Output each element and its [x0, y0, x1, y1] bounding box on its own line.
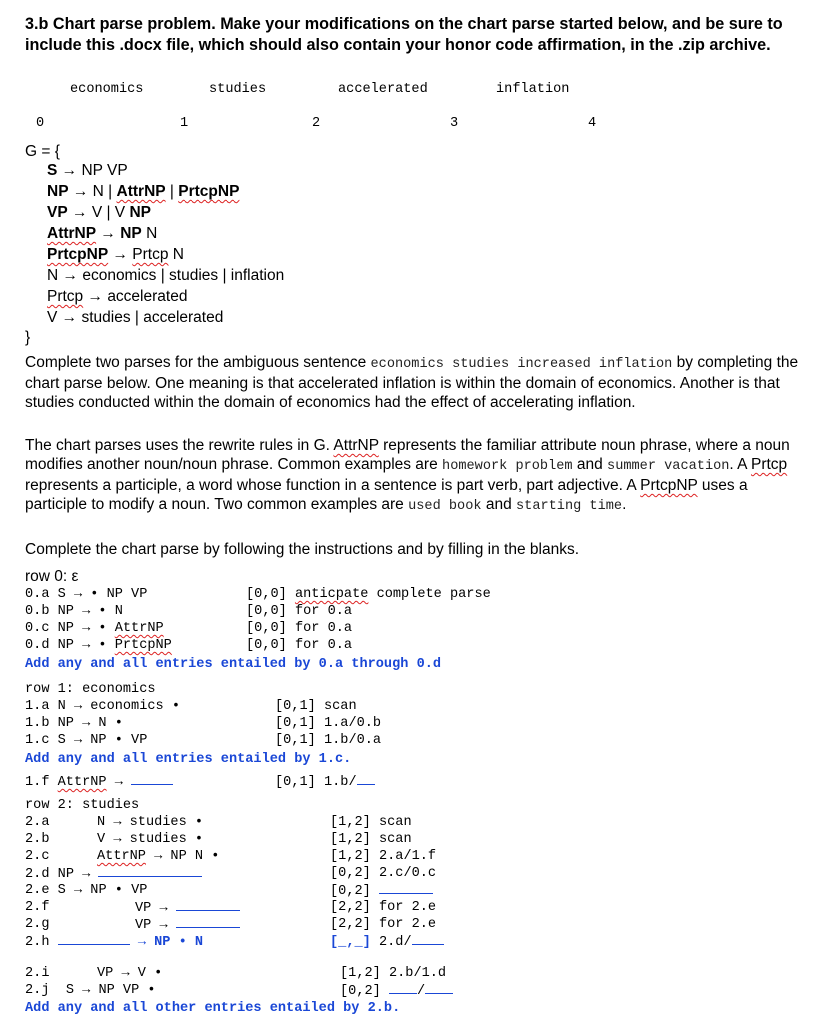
blank-2h-lhs[interactable]	[58, 934, 130, 945]
entry-0b-span: [0,0] for 0.a	[246, 604, 353, 619]
entry-0d: 0.d NP → • PrtcpNP	[25, 638, 172, 653]
row2-instruction: Add any and all other entries entailed by 2.b.	[25, 1001, 401, 1016]
entry-2b: V → studies •	[97, 832, 204, 847]
entry-2a: N → studies •	[97, 815, 204, 830]
entry-2f-id: 2.f	[25, 900, 50, 915]
entry-2g-span: [2,2] for 2.e	[330, 917, 437, 932]
entry-2c: AttrNP → NP N •	[97, 849, 220, 864]
position-1: 1	[180, 116, 189, 131]
entry-2j-span: [0,2] /	[340, 983, 453, 999]
grammar-rule-s: S → NP VP	[47, 162, 128, 179]
word-2: studies	[209, 82, 267, 97]
entry-2d-span: [0,2] 2.c/0.c	[330, 866, 437, 881]
row0-instruction: Add any and all entries entailed by 0.a through 0.d	[25, 657, 442, 672]
entry-2f: VP →	[135, 900, 240, 916]
blank-2j-note-a[interactable]	[389, 983, 417, 994]
entry-2h-span: [_,_] 2.d/	[330, 934, 444, 950]
entry-0c: 0.c NP → • AttrNP	[25, 621, 164, 636]
grammar-rule-vp: VP → V | V NP	[47, 204, 151, 221]
grammar-close: }	[25, 329, 31, 346]
paragraph-ambiguous: Complete two parses for the ambiguous sentence economics studies increased inflation by completing the chart parse below. One meaning is that accelerated inflation is within the domain of economics. Another is that studies conducted within the domain of economics had the effect of accelerating inflation.	[25, 354, 799, 411]
entry-0c-span: [0,0] for 0.a	[246, 621, 353, 636]
grammar-rule-np: NP → N | AttrNP | PrtcpNP	[47, 183, 240, 200]
entry-1c: 1.c S → NP • VP	[25, 733, 148, 748]
entry-2b-span: [1,2] scan	[330, 832, 412, 847]
grammar-rule-v: V → studies | accelerated	[47, 309, 224, 326]
entry-1f-span: [0,1] 1.b/	[275, 774, 375, 790]
entry-2e-span: [0,2]	[330, 883, 433, 899]
entry-2a-id: 2.a	[25, 815, 50, 830]
position-3: 3	[450, 116, 459, 131]
grammar-rule-attrnp: AttrNP → NP N	[47, 225, 158, 242]
entry-2c-span: [1,2] 2.a/1.f	[330, 849, 437, 864]
entry-2e: 2.e S → NP • VP	[25, 883, 148, 898]
entry-2a-span: [1,2] scan	[330, 815, 412, 830]
row1-instruction: Add any and all entries entailed by 1.c.	[25, 752, 352, 767]
blank-2g-rhs[interactable]	[176, 917, 240, 928]
blank-1f-rhs[interactable]	[131, 774, 173, 785]
entry-2g: VP →	[135, 917, 240, 933]
entry-2f-span: [2,2] for 2.e	[330, 900, 437, 915]
entry-2h: 2.h → NP • N	[25, 935, 204, 950]
entry-0a: 0.a S → • NP VP	[25, 587, 148, 602]
row2-header: row 2: studies	[25, 798, 140, 813]
grammar-rule-prtcp: Prtcp → accelerated	[47, 288, 188, 305]
entry-1f: 1.f AttrNP →	[25, 774, 173, 790]
problem-title: 3.b Chart parse problem. Make your modifications on the chart parse started below, and be sure to include this .docx file, which should also contain your honor code affirmation, in the .zip archive.	[25, 15, 783, 54]
entry-2g-id: 2.g	[25, 917, 50, 932]
entry-2d: 2.d NP →	[25, 866, 202, 882]
entry-2i: VP → V •	[97, 966, 163, 981]
grammar-open: G = {	[25, 143, 60, 160]
entry-2i-span: [1,2] 2.b/1.d	[340, 966, 447, 981]
entry-2c-id: 2.c	[25, 849, 50, 864]
word-3: accelerated	[338, 82, 428, 97]
grammar-rule-n: N → economics | studies | inflation	[47, 267, 285, 284]
entry-2j: 2.j S → NP VP •	[25, 983, 156, 998]
paragraph-instructions: Complete the chart parse by following the instructions and by filling in the blanks.	[25, 541, 579, 558]
entry-2i-id: 2.i	[25, 966, 50, 981]
entry-1c-span: [0,1] 1.b/0.a	[275, 733, 382, 748]
position-4: 4	[588, 116, 597, 131]
position-2: 2	[312, 116, 321, 131]
entry-1b: 1.b NP → N •	[25, 716, 123, 731]
entry-1a-span: [0,1] scan	[275, 699, 357, 714]
row1-header: row 1: economics	[25, 682, 156, 697]
blank-2h-note[interactable]	[412, 934, 444, 945]
position-0: 0	[36, 116, 45, 131]
entry-0a-span: [0,0] anticpate complete parse	[246, 587, 491, 602]
entry-1a: 1.a N → economics •	[25, 699, 180, 714]
row0-header: row 0: ε	[25, 568, 79, 585]
entry-0d-span: [0,0] for 0.a	[246, 638, 353, 653]
entry-2b-id: 2.b	[25, 832, 50, 847]
blank-2d-rhs[interactable]	[98, 866, 202, 877]
word-4: inflation	[496, 82, 570, 97]
blank-2f-rhs[interactable]	[176, 900, 240, 911]
entry-0b: 0.b NP → • N	[25, 604, 123, 619]
word-1: economics	[70, 82, 144, 97]
paragraph-rules: The chart parses uses the rewrite rules in G. AttrNP represents the familiar attribute noun phrase, where a noun modifies another noun/noun phrase. Common examples are homework problem and summer vacation. A Prtcp represents a participle, a word whose function in a sentence is part verb, part adjective. A PrtcpNP uses a participle to modify a noun. Two common examples are used book and starting time.	[25, 437, 790, 514]
entry-1b-span: [0,1] 1.a/0.b	[275, 716, 382, 731]
blank-1f-note[interactable]	[357, 774, 375, 785]
blank-2e-note[interactable]	[379, 883, 433, 894]
grammar-rule-prtcpnp: PrtcpNP → Prtcp N	[47, 246, 184, 263]
blank-2j-note-b[interactable]	[425, 983, 453, 994]
